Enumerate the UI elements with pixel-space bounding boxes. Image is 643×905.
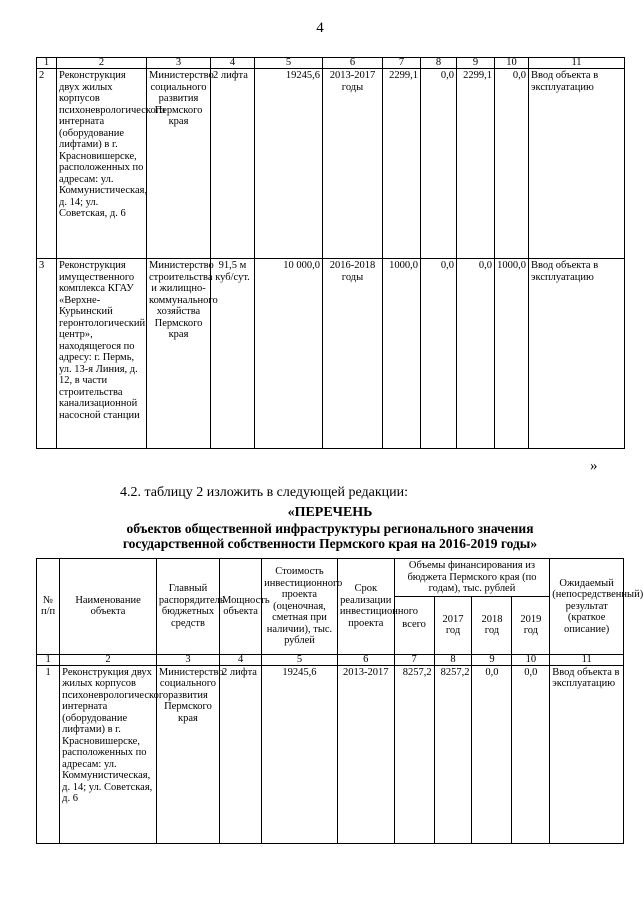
table-row [37,69,625,259]
amendment-intro: 4.2. таблицу 2 изложить в следующей редакции: [120,485,409,500]
header-num: № п/п [37,559,60,655]
year-2019: 1000,0 [495,259,529,449]
header-row [37,559,624,597]
row-number: 2 [37,69,57,259]
year-2018: 2299,1 [457,69,495,259]
subtitle-line: государственной собственности Пермского края на 2016-2019 годы» [122,536,538,551]
col-number: 5 [262,654,338,665]
year-2017: 0,0 [421,69,457,259]
administrator: Министерство социального развития Пермского края [147,69,211,259]
table-subtitle [36,521,624,551]
col-number: 10 [495,58,529,69]
col-number: 4 [211,58,255,69]
year-2018: 0,0 [472,665,512,843]
cost: 19245,6 [262,665,338,843]
header-2018: 2018 год [472,596,512,654]
header-cost: Стоимость инвестиционного проекта (оценочная, сметная при наличии), тыс. рублей [262,559,338,655]
page-number: 4 [316,20,324,36]
table-title: «ПЕРЕЧЕНЬ [287,505,373,520]
col-number: 8 [434,654,472,665]
total: 1000,0 [383,259,421,449]
col-number: 6 [323,58,383,69]
col-number: 2 [60,654,157,665]
header-capacity: Мощность объекта [220,559,262,655]
col-number: 8 [421,58,457,69]
row-number: 3 [37,259,57,449]
col-number: 11 [550,654,624,665]
period: 2013-2017 годы [323,69,383,259]
col-number: 5 [255,58,323,69]
year-2019: 0,0 [512,665,550,843]
object-name: Реконструкция двух жилых корпусов психоневрологического интерната (оборудование лифтами) в г. Красновишерске, расположенных по адресам: ул. Коммунистическая, д. 14; ул. Советская, д. 6 [57,69,147,259]
header-admin: Главный распорядитель бюджетных средств [156,559,219,655]
cost: 19245,6 [255,69,323,259]
col-number: 2 [57,58,147,69]
row-number: 1 [37,665,60,843]
capacity: 91,5 м куб/сут. [211,259,255,449]
header-period: Срок реализации инвестиционного проекта [337,559,394,655]
column-number-row [37,654,624,665]
col-number: 3 [156,654,219,665]
total: 8257,2 [394,665,434,843]
subtitle-line: объектов общественной инфраструктуры регионального значения [126,521,534,536]
result: Ввод объекта в эксплуатацию [529,69,625,259]
cost: 10 000,0 [255,259,323,449]
col-number: 3 [147,58,211,69]
col-number: 1 [37,654,60,665]
year-2019: 0,0 [495,69,529,259]
header-2019: 2019 год [512,596,550,654]
header-name: Наименование объекта [60,559,157,655]
closing-quote: » [590,458,598,474]
col-number: 9 [457,58,495,69]
result: Ввод объекта в эксплуатацию [529,259,625,449]
result: Ввод объекта в эксплуатацию [550,665,624,843]
table-row [37,259,625,449]
objects-table [36,558,643,844]
col-number: 6 [337,654,394,665]
object-name: Реконструкция имущественного комплекса КГАУ «Верхне-Курьинский геронтологический центр», находящегося по адресу: г. Пермь, ул. 13-я Линия, д. 12, в части строительства канализационной насосной станции [57,259,147,449]
col-number: 4 [220,654,262,665]
year-2017: 8257,2 [434,665,472,843]
year-2018: 0,0 [457,259,495,449]
col-number: 11 [529,58,625,69]
header-total: всего [394,596,434,654]
col-number: 7 [383,58,421,69]
capacity: 2 лифта [211,69,255,259]
col-number: 1 [37,58,57,69]
header-2017: 2017 год [434,596,472,654]
capacity: 2 лифта [220,665,262,843]
object-name: Реконструкция двух жилых корпусов психоневрологического интерната (оборудование лифтами) в г. Красновишерске, расположенных по адресам: ул. Коммунистическая, д. 14; ул. Советская, д. 6 [60,665,157,843]
administrator: Министерство строительства и жилищно-коммунального хозяйства Пермского края [147,259,211,449]
col-number: 9 [472,654,512,665]
header-result: Ожидаемый (непосредственный) результат (краткое описание) [550,559,624,655]
period: 2016-2018 годы [323,259,383,449]
administrator: Министерство социального развития Пермского края [156,665,219,843]
table-row [37,665,624,843]
header-funding: Объемы финансирования из бюджета Пермского края (по годам), тыс. рублей [394,559,550,597]
total: 2299,1 [383,69,421,259]
continuation-table [36,57,625,449]
year-2017: 0,0 [421,259,457,449]
column-number-row [37,58,625,69]
col-number: 10 [512,654,550,665]
period: 2013-2017 [337,665,394,843]
col-number: 7 [394,654,434,665]
